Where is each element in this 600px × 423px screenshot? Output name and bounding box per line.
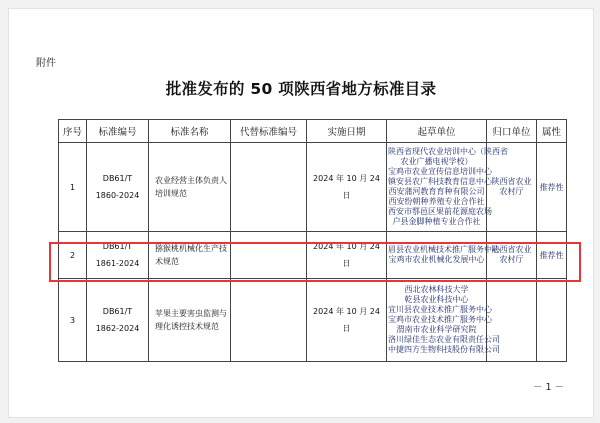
row-code [87, 143, 149, 232]
drafter-item: 西安纷朝种养殖专业合作社 [388, 197, 485, 206]
drafter-item: 西安蒲河教育育种有限公司 [388, 187, 485, 196]
row-code [87, 279, 149, 362]
row-attribute: 推荐性 [537, 143, 567, 232]
drafter-item: 陕西省现代农业培训中心（陕西省 [388, 147, 508, 156]
page-title: 批准发布的 50 项陕西省地方标准目录 [165, 80, 437, 98]
header-owner: 归口单位 [487, 120, 537, 143]
drafter-item: 宝鸡市农业技术推广服务中心 [388, 315, 492, 324]
drafter-item: 农业广播电视学校） [400, 157, 473, 166]
row-seq: 3 [59, 279, 87, 362]
row-owner: 陕西省农业农村厅 [487, 143, 537, 232]
row-name: 苹果主要害虫监测与理化诱控技术规范 [149, 279, 231, 362]
row-date [307, 279, 387, 362]
table-row [59, 232, 567, 279]
row-name: 农业经营主体负责人培训规范 [149, 143, 231, 232]
drafter-item: 宜川县农业技术推广服务中心 [388, 305, 492, 314]
drafter-item: 镇安县农广科技教育信息中心 [388, 177, 492, 186]
row-code-prefix: DB61/T [102, 174, 133, 183]
table-row [59, 143, 567, 232]
row-date-main: 2024 年 10 月 24 [313, 174, 380, 183]
header-code: 标准编号 [87, 120, 149, 143]
header-seq: 序号 [59, 120, 87, 143]
drafter-item: 户县金脚种植专业合作社 [392, 217, 481, 226]
row-date-day: 日 [342, 259, 351, 268]
drafter-item: 洛川绿佳生态农业有限责任公司 [388, 335, 500, 344]
drafter-item: 宝鸡市农业机械化发展中心 [388, 255, 485, 264]
row-replaced [231, 143, 307, 232]
row-date-day: 日 [342, 324, 351, 333]
row-drafters [387, 232, 500, 279]
row-replaced [231, 232, 307, 279]
row-date [307, 143, 387, 232]
drafter-item: 乾县农业科技中心 [404, 295, 469, 304]
row-date [307, 232, 387, 279]
row-code-prefix: DB61/T [102, 307, 133, 316]
row-date-main: 2024 年 10 月 24 [313, 242, 380, 251]
row-code-number: 1860-2024 [95, 191, 140, 200]
row-code-number: 1861-2024 [95, 259, 140, 268]
row-code [87, 232, 149, 279]
row-code-prefix: DB61/T [102, 242, 133, 251]
row-seq: 2 [59, 232, 87, 279]
header-attribute: 属性 [537, 120, 567, 143]
header-date: 实施日期 [307, 120, 387, 143]
standards-table [58, 119, 567, 362]
row-name: 猕猴桃机械化生产技术规范 [149, 232, 231, 279]
header-drafter: 起草单位 [387, 120, 487, 143]
annex-label: 附件 [36, 58, 56, 69]
row-date-day: 日 [342, 191, 351, 200]
row-attribute: 推荐性 [537, 232, 567, 279]
row-attribute [537, 279, 567, 362]
row-date-main: 2024 年 10 月 24 [313, 307, 380, 316]
header-name: 标准名称 [149, 120, 231, 143]
row-seq: 1 [59, 143, 87, 232]
document-page [8, 8, 594, 418]
table-header-row [59, 120, 567, 143]
drafter-item: 西安市鄠邑区果前花源庭农场 [388, 207, 492, 216]
row-drafters [387, 279, 500, 362]
drafter-item: 中捷四方生物科技股份有限公司 [388, 345, 500, 354]
row-code-number: 1862-2024 [95, 324, 140, 333]
drafter-item: 渭南市农业科学研究院 [396, 325, 477, 334]
drafter-item: 宝鸡市农业宣传信息培训中心 [388, 167, 492, 176]
page-number: － 1 － [533, 382, 565, 393]
drafter-item: 眉县农业机械技术推广服务中心 [388, 245, 500, 254]
row-owner: 陕西省农业农村厅 [487, 232, 537, 279]
row-replaced [231, 279, 307, 362]
table-row [59, 279, 567, 362]
drafter-item: 西北农林科技大学 [404, 285, 469, 294]
row-drafters [387, 143, 508, 232]
header-replaced: 代替标准编号 [231, 120, 307, 143]
